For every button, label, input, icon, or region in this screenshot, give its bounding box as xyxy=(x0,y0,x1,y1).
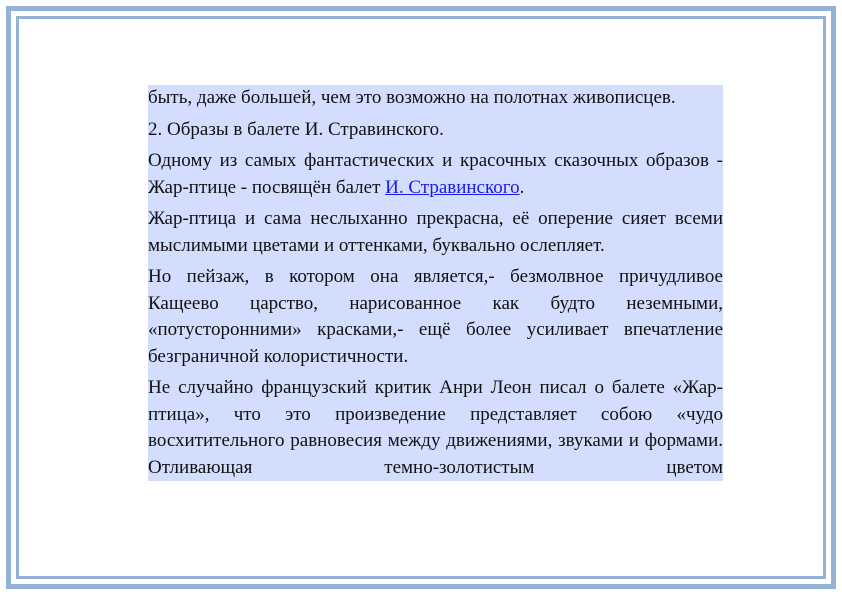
paragraph-3 xyxy=(148,148,723,201)
stravinsky-link[interactable]: И. Стравинского xyxy=(385,176,520,198)
text-block xyxy=(148,85,723,481)
paragraph-3-end: . xyxy=(519,176,525,198)
paragraph-3-text: Одному из самых фантастических и красочных сказочных образов - Жар-птице - посвящён балет xyxy=(148,150,723,198)
paragraph-6: Не случайно французский критик Анри Леон писал о балете «Жар-птица», что это произведение представляет собою «чудо восхитительного равновесия между движениями, звуками и формами. Отливающая темно-золотистым цветом xyxy=(148,377,723,478)
paragraph-5: Но пейзаж, в котором она является,- безмолвное причудливое Кащеево царство, нарисованное как будто неземными, «потусторонними» красками,- ещё более усиливает впечатление безграничной колористичности. xyxy=(148,266,723,367)
paragraph-1: быть, даже большей, чем это возможно на полотнах живописцев. xyxy=(148,87,676,108)
paragraph-4: Жар-птица и сама неслыханно прекрасна, её оперение сияет всеми мыслимыми цветами и оттенками, буквально ослепляет. xyxy=(148,208,723,256)
paragraph-2-heading: 2. Образы в балете И. Стравинского. xyxy=(148,118,444,140)
